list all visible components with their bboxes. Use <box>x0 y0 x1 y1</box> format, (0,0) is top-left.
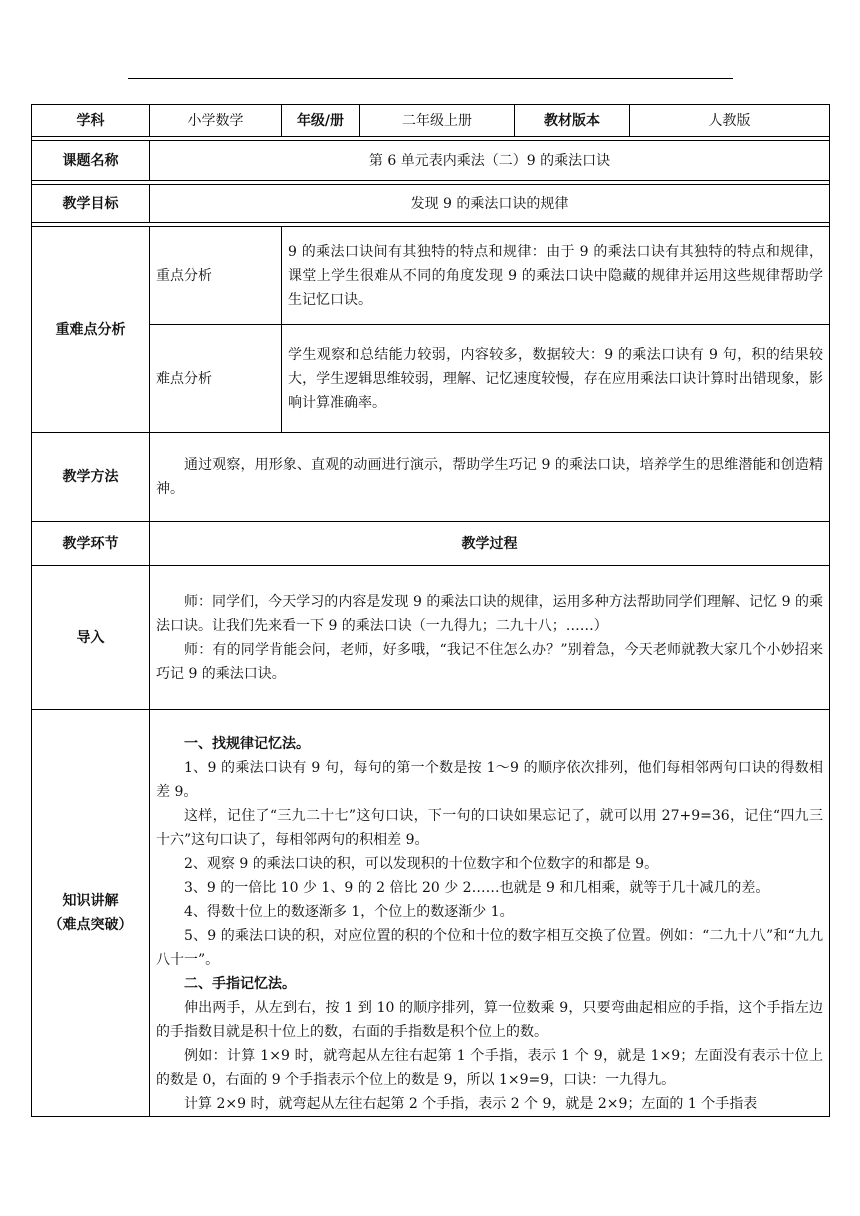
lesson-plan-table <box>31 104 830 1117</box>
knowledge-paragraph-8: 例如：计算 1×9 时，就弯起从左往右起第 1 个手指，表示 1 个 9，就是 1×9；左面没有表示十位上的数是 0，右面的 9 个手指表示个位上的数是 9，所以 1×9=9，口诀：一九得九。 <box>156 1048 823 1088</box>
key-point-label: 重点分析 <box>150 227 282 325</box>
knowledge-label-line-1: 知识讲解 <box>62 893 119 909</box>
subject-value: 小学数学 <box>150 105 282 137</box>
stage-header: 教学环节 <box>32 522 150 566</box>
knowledge-paragraph-3: 2、观察 9 的乘法口诀的积，可以发现积的十位数字和个位数字的和都是 9。 <box>184 856 659 872</box>
knowledge-paragraph-9: 计算 2×9 时，就弯起从左往右起第 2 个手指，表示 2 个 9，就是 2×9；左面的 1 个手指表 <box>184 1096 758 1112</box>
goal-label: 教学目标 <box>32 185 150 223</box>
header-row <box>32 105 830 137</box>
knowledge-paragraph-1: 1、9 的乘法口诀有 9 句，每句的第一个数是按 1～9 的顺序依次排列，他们每相邻两句口诀的得数相差 9。 <box>156 760 823 800</box>
difficulty-paragraph: 学生观察和总结能力较弱，内容较多，数据较大：9 的乘法口诀有 9 句，积的结果较大，学生逻辑思维较弱，理解、记忆速度较慢，存在应用乘法口诀计算时出错现象，影响计算准确率。 <box>288 346 823 411</box>
knowledge-paragraph-6: 5、9 的乘法口诀的积，对应位置的积的个位和十位的数字相互交换了位置。例如：“二九十八”和“九九八十一”。 <box>156 928 823 968</box>
grade-label: 年级/册 <box>282 105 360 137</box>
difficulty-label: 难点分析 <box>150 325 282 433</box>
key-point-paragraph: 9 的乘法口诀间有其独特的特点和规律：由于 9 的乘法口诀有其独特的特点和规律，课堂上学生很难从不同的角度发现 9 的乘法口诀中隐藏的规律并运用这些规律帮助学生记忆口诀。 <box>288 243 823 308</box>
knowledge-heading-1: 一、找规律记忆法。 <box>184 736 310 752</box>
lesson-title-value: 第 6 单元表内乘法（二）9 的乘法口诀 <box>150 141 830 181</box>
knowledge-row <box>32 710 830 1117</box>
process-header: 教学过程 <box>150 522 830 566</box>
knowledge-paragraph-2: 这样，记住了“三九二十七”这句口诀，下一句的口诀如果忘记了，就可以用 27+9=36，记住“四九三十六”这句口诀了，每相邻两句的积相差 9。 <box>156 808 823 848</box>
header-rule <box>128 78 733 79</box>
difficulty-row <box>32 325 830 433</box>
intro-text <box>150 566 830 710</box>
knowledge-paragraph-5: 4、得数十位上的数逐渐多 1，个位上的数逐渐少 1。 <box>184 904 514 920</box>
intro-row <box>32 566 830 710</box>
knowledge-heading-2: 二、手指记忆法。 <box>184 976 296 992</box>
intro-paragraph-1: 师：同学们，今天学习的内容是发现 9 的乘法口诀的规律，运用多种方法帮助同学们理解、记忆 9 的乘法口诀。让我们先来看一下 9 的乘法口诀（一九得九；二九十八；……） <box>156 593 823 634</box>
goal-row <box>32 185 830 223</box>
difficulty-text <box>282 325 830 433</box>
knowledge-paragraph-7: 伸出两手，从左到右，按 1 到 10 的顺序排列，算一位数乘 9，只要弯曲起相应的手指，这个手指左边的手指数目就是积十位上的数，右面的手指数是积个位上的数。 <box>156 1000 823 1040</box>
edition-value: 人教版 <box>630 105 830 137</box>
edition-label: 教材版本 <box>515 105 630 137</box>
key-point-text <box>282 227 830 325</box>
title-row <box>32 141 830 181</box>
knowledge-text <box>150 710 830 1117</box>
knowledge-label <box>32 710 150 1117</box>
method-label: 教学方法 <box>32 433 150 522</box>
analysis-label: 重难点分析 <box>32 227 150 433</box>
intro-label: 导入 <box>32 566 150 710</box>
method-row <box>32 433 830 522</box>
key-point-row <box>32 227 830 325</box>
intro-paragraph-2: 师：有的同学肯能会问，老师，好多哦，“我记不住怎么办？”别着急，今天老师就教大家几个小妙招来巧记 9 的乘法口诀。 <box>156 641 823 682</box>
knowledge-label-line-2: （难点突破） <box>48 917 133 933</box>
subject-label: 学科 <box>32 105 150 137</box>
knowledge-paragraph-4: 3、9 的一倍比 10 少 1、9 的 2 倍比 20 少 2……也就是 9 和几相乘，就等于几十减几的差。 <box>184 880 770 896</box>
process-header-row <box>32 522 830 566</box>
goal-value: 发现 9 的乘法口诀的规律 <box>150 185 830 223</box>
method-paragraph: 通过观察，用形象、直观的动画进行演示，帮助学生巧记 9 的乘法口诀，培养学生的思维潜能和创造精神。 <box>156 457 823 497</box>
lesson-title-label: 课题名称 <box>32 141 150 181</box>
grade-value: 二年级上册 <box>360 105 515 137</box>
method-text <box>150 433 830 522</box>
